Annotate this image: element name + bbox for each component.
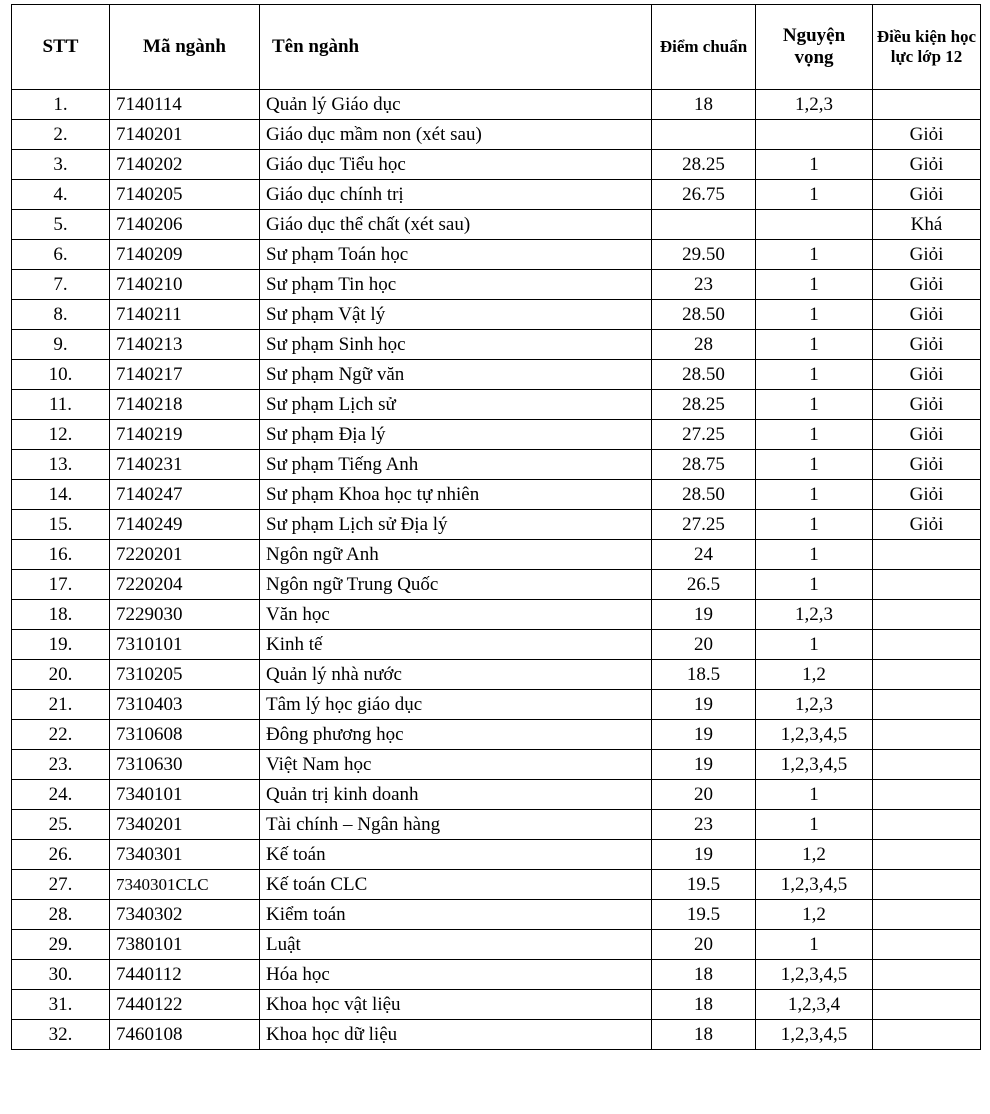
table-row [12,180,981,210]
cell-ma-nganh: 7460108 [110,1020,260,1050]
cell-diem-chuan [652,120,756,150]
cell-stt: 22. [12,720,110,750]
header-ten-nganh: Tên ngành [260,5,652,90]
table-header-row [12,5,981,90]
table-row [12,450,981,480]
cell-ma-nganh: 7310630 [110,750,260,780]
cell-ma-nganh: 7380101 [110,930,260,960]
cell-nguyen-vong: 1 [756,150,873,180]
cell-stt: 32. [12,1020,110,1050]
cell-diem-chuan: 28 [652,330,756,360]
cell-nguyen-vong: 1 [756,300,873,330]
cell-dieu-kien: Giỏi [873,420,981,450]
cell-stt: 14. [12,480,110,510]
cell-dieu-kien [873,870,981,900]
cell-dieu-kien [873,810,981,840]
cell-ma-nganh: 7140218 [110,390,260,420]
cell-stt: 12. [12,420,110,450]
cell-dieu-kien: Giỏi [873,120,981,150]
admission-score-table [11,4,981,1050]
table-row [12,510,981,540]
cell-ma-nganh: 7310608 [110,720,260,750]
cell-stt: 5. [12,210,110,240]
cell-nguyen-vong: 1 [756,780,873,810]
cell-dieu-kien: Giỏi [873,300,981,330]
table-row [12,990,981,1020]
cell-ten-nganh: Văn học [260,600,652,630]
cell-ten-nganh: Kế toán CLC [260,870,652,900]
cell-ten-nganh: Ngôn ngữ Anh [260,540,652,570]
cell-stt: 29. [12,930,110,960]
cell-stt: 23. [12,750,110,780]
table-row [12,330,981,360]
table-row [12,600,981,630]
cell-ma-nganh: 7440122 [110,990,260,1020]
cell-stt: 9. [12,330,110,360]
cell-ma-nganh: 7340302 [110,900,260,930]
cell-ten-nganh: Kinh tế [260,630,652,660]
table-row [12,90,981,120]
cell-nguyen-vong: 1,2,3,4,5 [756,1020,873,1050]
cell-nguyen-vong: 1 [756,420,873,450]
cell-diem-chuan: 26.75 [652,180,756,210]
cell-diem-chuan: 18 [652,960,756,990]
cell-diem-chuan: 20 [652,930,756,960]
table-row [12,720,981,750]
cell-ten-nganh: Luật [260,930,652,960]
cell-diem-chuan: 19 [652,750,756,780]
cell-ma-nganh: 7140247 [110,480,260,510]
cell-stt: 31. [12,990,110,1020]
cell-nguyen-vong: 1 [756,270,873,300]
cell-nguyen-vong: 1,2 [756,900,873,930]
cell-stt: 17. [12,570,110,600]
cell-nguyen-vong: 1,2 [756,660,873,690]
cell-dieu-kien: Giỏi [873,510,981,540]
cell-nguyen-vong: 1,2,3,4,5 [756,750,873,780]
header-stt: STT [12,5,110,90]
cell-diem-chuan: 23 [652,810,756,840]
cell-diem-chuan: 19 [652,840,756,870]
cell-diem-chuan: 28.25 [652,390,756,420]
table-row [12,840,981,870]
cell-stt: 13. [12,450,110,480]
cell-nguyen-vong: 1,2,3,4 [756,990,873,1020]
cell-ten-nganh: Giáo dục thể chất (xét sau) [260,210,652,240]
table-row [12,570,981,600]
cell-ma-nganh: 7140211 [110,300,260,330]
cell-dieu-kien: Giỏi [873,150,981,180]
cell-diem-chuan: 23 [652,270,756,300]
cell-ma-nganh: 7440112 [110,960,260,990]
cell-nguyen-vong: 1 [756,630,873,660]
cell-stt: 18. [12,600,110,630]
cell-diem-chuan: 29.50 [652,240,756,270]
cell-nguyen-vong [756,120,873,150]
cell-ma-nganh: 7140114 [110,90,260,120]
header-nguyen-vong: Nguyện vọng [756,5,873,90]
cell-diem-chuan: 26.5 [652,570,756,600]
cell-stt: 10. [12,360,110,390]
cell-stt: 20. [12,660,110,690]
cell-ma-nganh: 7140217 [110,360,260,390]
cell-ten-nganh: Sư phạm Tiếng Anh [260,450,652,480]
table-row [12,660,981,690]
cell-dieu-kien [873,630,981,660]
cell-dieu-kien [873,90,981,120]
cell-nguyen-vong: 1 [756,810,873,840]
cell-ten-nganh: Kế toán [260,840,652,870]
cell-dieu-kien [873,900,981,930]
cell-dieu-kien [873,930,981,960]
cell-nguyen-vong: 1 [756,930,873,960]
cell-dieu-kien [873,780,981,810]
cell-ma-nganh: 7340101 [110,780,260,810]
cell-diem-chuan: 28.50 [652,480,756,510]
cell-diem-chuan: 19.5 [652,870,756,900]
cell-stt: 1. [12,90,110,120]
table-row [12,540,981,570]
cell-nguyen-vong: 1,2,3,4,5 [756,870,873,900]
cell-dieu-kien: Giỏi [873,360,981,390]
cell-diem-chuan: 28.50 [652,360,756,390]
header-diem-chuan: Điểm chuẩn [652,5,756,90]
table-row [12,120,981,150]
cell-dieu-kien [873,540,981,570]
table-row [12,210,981,240]
cell-diem-chuan: 18 [652,1020,756,1050]
cell-diem-chuan: 18.5 [652,660,756,690]
cell-ten-nganh: Giáo dục chính trị [260,180,652,210]
table-row [12,240,981,270]
cell-ma-nganh: 7220204 [110,570,260,600]
table-row [12,390,981,420]
cell-diem-chuan: 18 [652,90,756,120]
cell-ten-nganh: Sư phạm Tin học [260,270,652,300]
cell-ma-nganh: 7140201 [110,120,260,150]
table-row [12,900,981,930]
cell-nguyen-vong: 1 [756,180,873,210]
cell-ma-nganh: 7340201 [110,810,260,840]
cell-ma-nganh: 7310205 [110,660,260,690]
cell-dieu-kien [873,960,981,990]
cell-dieu-kien: Khá [873,210,981,240]
table-row [12,420,981,450]
cell-diem-chuan: 27.25 [652,420,756,450]
cell-ten-nganh: Sư phạm Khoa học tự nhiên [260,480,652,510]
cell-ma-nganh: 7220201 [110,540,260,570]
cell-ten-nganh: Giáo dục Tiểu học [260,150,652,180]
cell-ten-nganh: Quản lý nhà nước [260,660,652,690]
cell-dieu-kien [873,600,981,630]
cell-ma-nganh: 7140219 [110,420,260,450]
cell-stt: 4. [12,180,110,210]
cell-ten-nganh: Sư phạm Lịch sử Địa lý [260,510,652,540]
cell-stt: 19. [12,630,110,660]
cell-ma-nganh: 7340301 [110,840,260,870]
cell-ten-nganh: Sư phạm Sinh học [260,330,652,360]
cell-stt: 28. [12,900,110,930]
table-row [12,780,981,810]
cell-dieu-kien [873,720,981,750]
cell-ten-nganh: Quản trị kinh doanh [260,780,652,810]
cell-diem-chuan: 19.5 [652,900,756,930]
cell-ten-nganh: Quản lý Giáo dục [260,90,652,120]
cell-ten-nganh: Sư phạm Vật lý [260,300,652,330]
cell-dieu-kien: Giỏi [873,240,981,270]
cell-stt: 11. [12,390,110,420]
cell-dieu-kien: Giỏi [873,480,981,510]
cell-nguyen-vong: 1,2,3 [756,600,873,630]
cell-ma-nganh: 7140231 [110,450,260,480]
table-row [12,150,981,180]
cell-diem-chuan: 19 [652,690,756,720]
cell-dieu-kien: Giỏi [873,450,981,480]
table-row [12,750,981,780]
header-dieu-kien: Điều kiện học lực lớp 12 [873,5,981,90]
cell-diem-chuan: 19 [652,720,756,750]
cell-nguyen-vong: 1,2,3,4,5 [756,720,873,750]
cell-nguyen-vong [756,210,873,240]
cell-nguyen-vong: 1,2,3,4,5 [756,960,873,990]
cell-ten-nganh: Hóa học [260,960,652,990]
cell-stt: 26. [12,840,110,870]
cell-ten-nganh: Ngôn ngữ Trung Quốc [260,570,652,600]
table-row [12,630,981,660]
cell-ten-nganh: Sư phạm Lịch sử [260,390,652,420]
cell-nguyen-vong: 1 [756,450,873,480]
table-row [12,480,981,510]
cell-ten-nganh: Sư phạm Ngữ văn [260,360,652,390]
cell-stt: 3. [12,150,110,180]
cell-diem-chuan: 28.50 [652,300,756,330]
cell-diem-chuan: 28.25 [652,150,756,180]
cell-nguyen-vong: 1,2,3 [756,90,873,120]
cell-ma-nganh: 7340301CLC [110,870,260,900]
cell-stt: 2. [12,120,110,150]
cell-dieu-kien [873,690,981,720]
table-row [12,810,981,840]
cell-dieu-kien [873,570,981,600]
cell-dieu-kien [873,1020,981,1050]
cell-dieu-kien [873,660,981,690]
cell-dieu-kien: Giỏi [873,180,981,210]
table-row [12,930,981,960]
cell-diem-chuan: 24 [652,540,756,570]
cell-stt: 16. [12,540,110,570]
cell-diem-chuan [652,210,756,240]
cell-diem-chuan: 27.25 [652,510,756,540]
cell-diem-chuan: 28.75 [652,450,756,480]
cell-ten-nganh: Việt Nam học [260,750,652,780]
cell-diem-chuan: 20 [652,630,756,660]
cell-ma-nganh: 7310101 [110,630,260,660]
cell-ma-nganh: 7140205 [110,180,260,210]
cell-ma-nganh: 7140209 [110,240,260,270]
cell-diem-chuan: 18 [652,990,756,1020]
cell-stt: 21. [12,690,110,720]
cell-dieu-kien [873,840,981,870]
cell-ten-nganh: Khoa học vật liệu [260,990,652,1020]
cell-ma-nganh: 7140249 [110,510,260,540]
cell-stt: 25. [12,810,110,840]
cell-nguyen-vong: 1 [756,390,873,420]
cell-nguyen-vong: 1 [756,510,873,540]
table-row [12,690,981,720]
cell-stt: 15. [12,510,110,540]
cell-dieu-kien: Giỏi [873,390,981,420]
table-row [12,960,981,990]
cell-nguyen-vong: 1,2 [756,840,873,870]
table-row [12,1020,981,1050]
table-row [12,360,981,390]
cell-dieu-kien: Giỏi [873,270,981,300]
table-row [12,300,981,330]
cell-stt: 7. [12,270,110,300]
cell-ma-nganh: 7140206 [110,210,260,240]
cell-ma-nganh: 7140210 [110,270,260,300]
cell-nguyen-vong: 1 [756,360,873,390]
cell-ten-nganh: Khoa học dữ liệu [260,1020,652,1050]
cell-nguyen-vong: 1,2,3 [756,690,873,720]
cell-nguyen-vong: 1 [756,570,873,600]
cell-nguyen-vong: 1 [756,540,873,570]
cell-dieu-kien: Giỏi [873,330,981,360]
cell-stt: 30. [12,960,110,990]
cell-dieu-kien [873,750,981,780]
cell-diem-chuan: 20 [652,780,756,810]
cell-dieu-kien [873,990,981,1020]
cell-ma-nganh: 7310403 [110,690,260,720]
table-row [12,870,981,900]
cell-nguyen-vong: 1 [756,480,873,510]
cell-nguyen-vong: 1 [756,240,873,270]
cell-ma-nganh: 7140202 [110,150,260,180]
cell-diem-chuan: 19 [652,600,756,630]
cell-ten-nganh: Sư phạm Địa lý [260,420,652,450]
cell-ten-nganh: Kiểm toán [260,900,652,930]
cell-ten-nganh: Tâm lý học giáo dục [260,690,652,720]
cell-ten-nganh: Tài chính – Ngân hàng [260,810,652,840]
cell-ma-nganh: 7229030 [110,600,260,630]
cell-nguyen-vong: 1 [756,330,873,360]
cell-stt: 8. [12,300,110,330]
cell-stt: 24. [12,780,110,810]
cell-ten-nganh: Sư phạm Toán học [260,240,652,270]
cell-ma-nganh: 7140213 [110,330,260,360]
table-body [12,90,981,1050]
cell-ten-nganh: Đông phương học [260,720,652,750]
cell-stt: 27. [12,870,110,900]
cell-ten-nganh: Giáo dục mầm non (xét sau) [260,120,652,150]
header-ma-nganh: Mã ngành [110,5,260,90]
cell-stt: 6. [12,240,110,270]
table-row [12,270,981,300]
